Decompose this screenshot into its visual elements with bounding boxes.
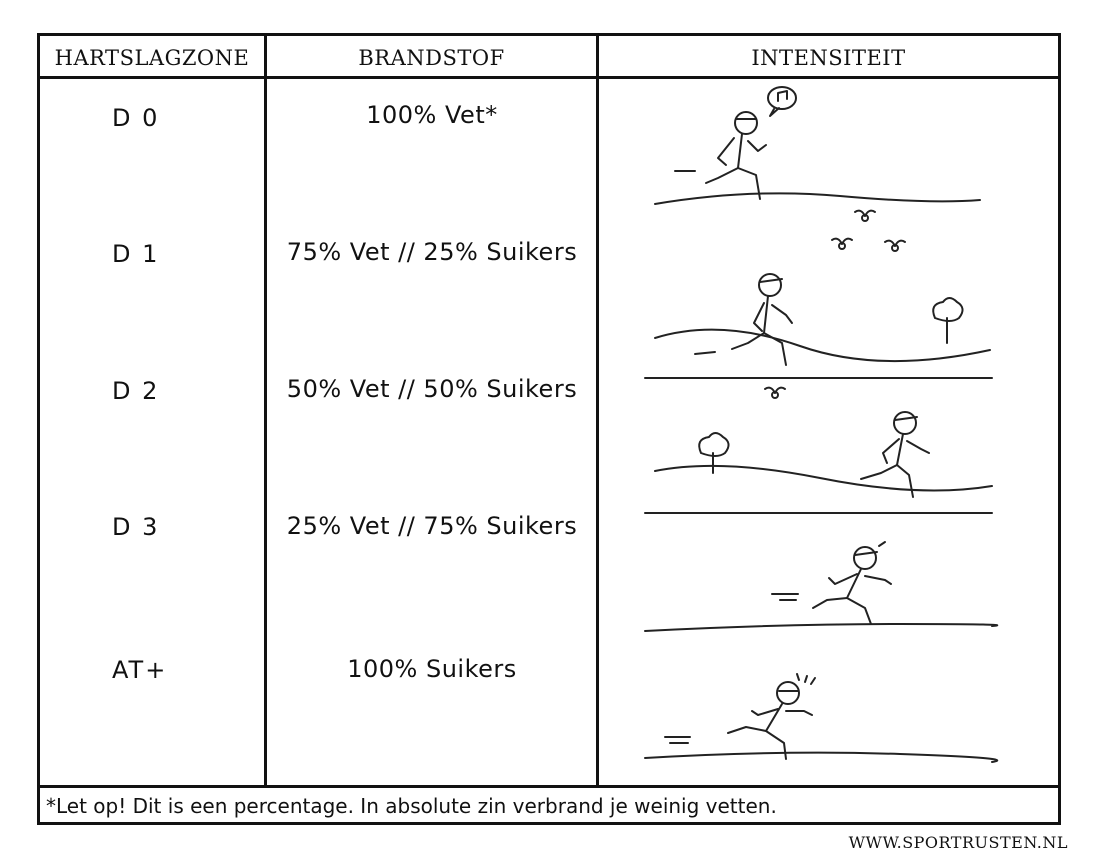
- zone-d2: D 2: [112, 377, 160, 405]
- runner-icon: [728, 682, 812, 759]
- ground-line: [645, 624, 997, 631]
- intensity-illustrations: [600, 78, 1058, 783]
- music-note-icon: [768, 87, 796, 116]
- header-zone: HARTSLAGZONE: [54, 46, 250, 70]
- runner-icon: [706, 112, 766, 199]
- bird-icon: [855, 211, 875, 221]
- hill-line: [655, 466, 992, 491]
- motion-line: [695, 352, 715, 354]
- zone-at: AT+: [112, 656, 168, 684]
- hill-line: [655, 330, 990, 361]
- header-intensity: INTENSITEIT: [751, 46, 906, 70]
- runner-icon: [861, 412, 929, 497]
- fuel-d1: 75% Vet // 25% Suikers: [286, 238, 578, 266]
- footnote-divider: [37, 785, 1061, 788]
- ground-line: [645, 753, 997, 762]
- bird-icon: [832, 239, 852, 249]
- footnote: *Let op! Dit is een percentage. In absolute zin verbrand je weinig vetten.: [46, 794, 777, 818]
- zone-d0: D 0: [112, 104, 160, 132]
- fuel-d3: 25% Vet // 75% Suikers: [286, 512, 578, 540]
- ground-line: [655, 193, 980, 204]
- bird-icon: [885, 241, 905, 251]
- runner-icon: [813, 542, 891, 624]
- bird-icon: [765, 388, 785, 398]
- website-link[interactable]: WWW.SPORTRUSTEN.NL: [848, 833, 1068, 852]
- fuel-at: 100% Suikers: [347, 655, 517, 683]
- zone-d3: D 3: [112, 513, 160, 541]
- fuel-d2: 50% Vet // 50% Suikers: [286, 375, 578, 403]
- tree-icon: [933, 298, 962, 343]
- runner-icon: [732, 274, 792, 365]
- header-fuel: BRANDSTOF: [358, 46, 505, 70]
- zone-d1: D 1: [112, 240, 160, 268]
- sweat-drop-icon: [797, 674, 815, 684]
- fuel-d0: 100% Vet*: [366, 101, 498, 129]
